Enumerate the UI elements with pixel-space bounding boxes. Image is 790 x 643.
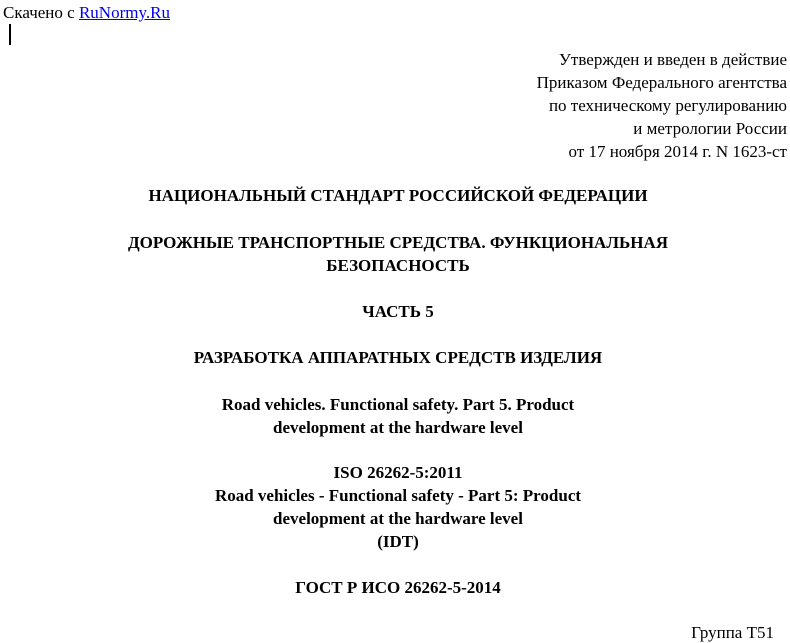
approval-line: и метрологии России xyxy=(633,119,787,138)
iso-title-line: development at the hardware level xyxy=(273,509,523,528)
approval-line: от 17 ноября 2014 г. N 1623-ст xyxy=(568,142,787,161)
national-standard-heading xyxy=(0,184,790,207)
national-standard-text: НАЦИОНАЛЬНЫЙ СТАНДАРТ РОССИЙСКОЙ ФЕДЕРАЦИИ xyxy=(148,186,648,205)
english-title xyxy=(0,393,790,439)
approval-block xyxy=(537,48,787,163)
title-line: БЕЗОПАСНОСТЬ xyxy=(326,256,470,275)
title-line: ДОРОЖНЫЕ ТРАНСПОРТНЫЕ СРЕДСТВА. ФУНКЦИОНАЛЬНАЯ xyxy=(127,233,669,252)
subtitle-text: РАЗРАБОТКА АППАРАТНЫХ СРЕДСТВ ИЗДЕЛИЯ xyxy=(193,348,603,367)
subtitle-heading xyxy=(0,346,790,369)
iso-reference xyxy=(0,461,790,553)
gost-text: ГОСТ Р ИСО 26262-5-2014 xyxy=(295,578,501,597)
document-title xyxy=(0,231,790,277)
source-prefix: Скачено с xyxy=(3,3,79,22)
source-link[interactable]: RuNormy.Ru xyxy=(78,3,170,22)
approval-line: Приказом Федерального агентства xyxy=(536,73,787,92)
part-text: ЧАСТЬ 5 xyxy=(362,302,434,321)
group-label: Группа Т51 xyxy=(691,623,774,642)
gost-designation xyxy=(0,576,790,599)
iso-title-line: Road vehicles - Functional safety - Part 5: Product xyxy=(214,486,582,505)
english-title-line: Road vehicles. Functional safety. Part 5. Product xyxy=(221,395,575,414)
approval-line: Утвержден и введен в действие xyxy=(558,50,787,69)
part-heading xyxy=(0,300,790,323)
idt-marker: (IDT) xyxy=(377,532,419,551)
source-line xyxy=(3,3,170,23)
approval-line: по техническому регулированию xyxy=(548,96,787,115)
text-cursor xyxy=(9,24,11,45)
english-title-line: development at the hardware level xyxy=(273,418,523,437)
iso-number: ISO 26262-5:2011 xyxy=(333,463,463,482)
